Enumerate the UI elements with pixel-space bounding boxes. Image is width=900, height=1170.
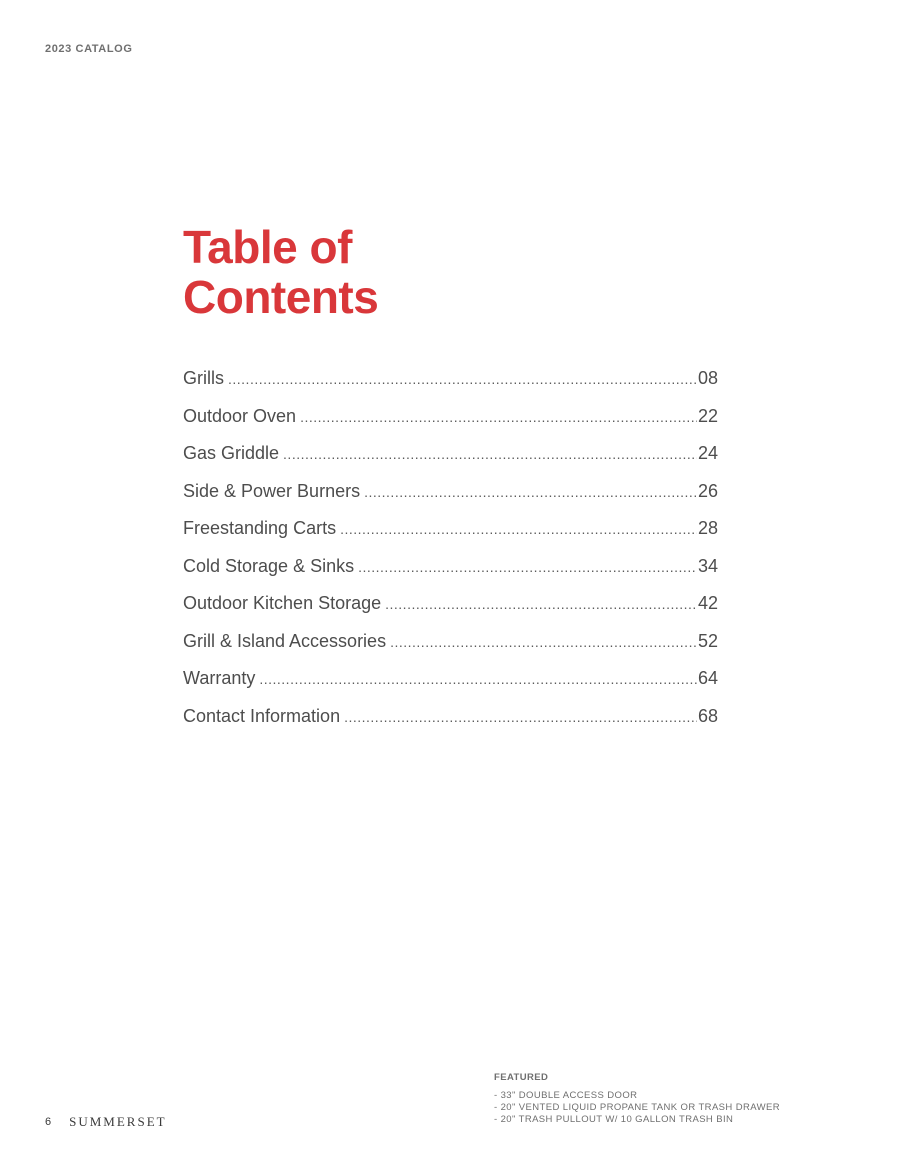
page-title-line-2: Contents xyxy=(183,271,379,323)
toc-entry-label: Side & Power Burners xyxy=(183,480,361,501)
toc-entry-warranty[interactable] xyxy=(183,668,718,706)
toc-dot-leader xyxy=(300,409,697,425)
toc-entry-page: 64 xyxy=(697,668,718,688)
toc-entry-page: 24 xyxy=(697,443,718,463)
toc-entry-label: Cold Storage & Sinks xyxy=(183,555,355,576)
toc-entry-label: Gas Griddle xyxy=(183,443,280,463)
toc-entry-page: 34 xyxy=(697,555,718,576)
toc-entry-label: Grill & Island Accessories xyxy=(183,630,387,651)
toc-entry-outdoor-oven[interactable] xyxy=(183,406,718,444)
toc-entry-grill-island-accessories[interactable] xyxy=(183,631,718,669)
toc-entry-page: 08 xyxy=(697,368,718,388)
toc-entry-label: Contact Information xyxy=(183,705,341,726)
featured-item: - 20" TRASH PULLOUT W/ 10 GALLON TRASH BIN xyxy=(494,1114,734,1125)
toc-entry-page: 68 xyxy=(697,705,718,726)
toc-entry-contact-information[interactable] xyxy=(183,706,718,744)
toc-entry-label: Warranty xyxy=(183,668,256,688)
toc-dot-leader xyxy=(390,634,697,650)
featured-box xyxy=(494,1072,780,1126)
toc-entry-page: 26 xyxy=(697,480,718,501)
toc-entry-freestanding-carts[interactable] xyxy=(183,518,718,556)
toc-entry-cold-storage-sinks[interactable] xyxy=(183,556,718,594)
toc-dot-leader xyxy=(358,559,697,575)
toc-entry-grills[interactable] xyxy=(183,368,718,406)
brand-logo: SUMMERSET xyxy=(69,1114,167,1129)
toc-dot-leader xyxy=(283,446,697,462)
toc-dot-leader xyxy=(364,484,697,500)
toc-entry-label: Outdoor Kitchen Storage xyxy=(183,593,382,613)
page-title xyxy=(183,222,378,322)
toc-entry-page: 52 xyxy=(697,630,718,651)
toc-entry-gas-griddle[interactable] xyxy=(183,443,718,481)
toc-entry-side-power-burners[interactable] xyxy=(183,481,718,519)
page-footer xyxy=(45,1114,167,1130)
featured-title: FEATURED xyxy=(494,1072,549,1083)
toc-entry-page: 28 xyxy=(697,518,718,538)
toc-dot-leader xyxy=(340,521,697,537)
featured-item: - 20" VENTED LIQUID PROPANE TANK OR TRASH DRAWER xyxy=(494,1102,780,1113)
toc-dot-leader xyxy=(385,596,697,612)
toc-dot-leader xyxy=(259,671,697,687)
catalog-header-label: 2023 CATALOG xyxy=(45,43,133,55)
toc-dot-leader xyxy=(344,709,697,725)
toc-dot-leader xyxy=(228,371,697,387)
toc-entry-label: Freestanding Carts xyxy=(183,518,337,538)
toc-entry-label: Grills xyxy=(183,368,224,388)
featured-item: - 33" DOUBLE ACCESS DOOR xyxy=(494,1090,638,1101)
featured-list xyxy=(494,1090,780,1126)
page-number: 6 xyxy=(45,1116,52,1128)
toc-entry-page: 22 xyxy=(697,405,718,426)
toc-entry-label: Outdoor Oven xyxy=(183,405,297,426)
toc-entry-page: 42 xyxy=(697,593,718,613)
table-of-contents xyxy=(183,368,718,743)
page-title-line-1: Table of xyxy=(183,221,352,273)
toc-entry-outdoor-kitchen-storage[interactable] xyxy=(183,593,718,631)
